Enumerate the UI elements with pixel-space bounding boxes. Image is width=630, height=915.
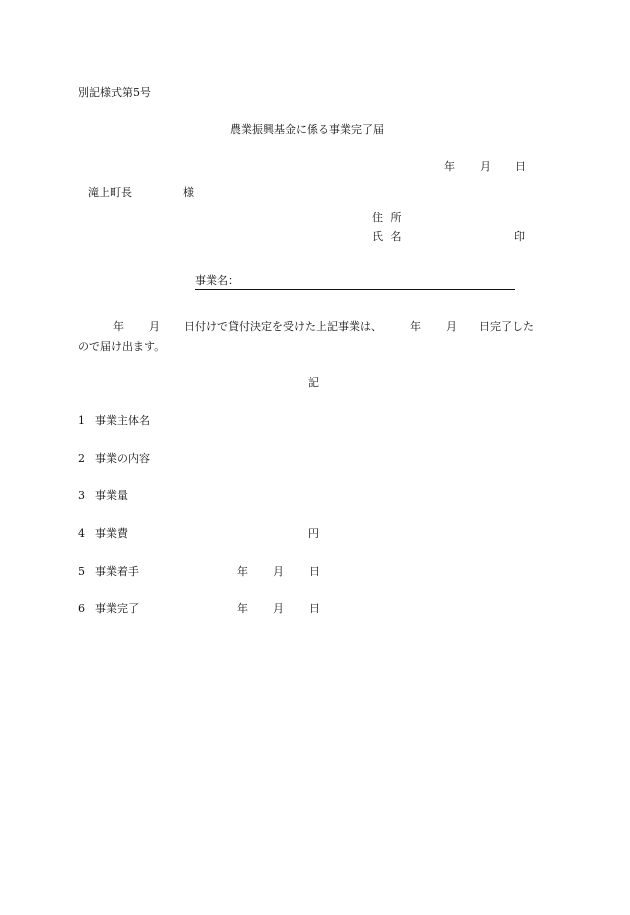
body-line-1 [78, 320, 534, 334]
item-label: 事業費 [95, 527, 128, 540]
item-number: 6 [78, 602, 85, 615]
body-year-2: 年 [410, 320, 421, 333]
address-label: 住 所 [372, 211, 404, 224]
item-label: 事業の内容 [95, 452, 150, 465]
body-text-2: 日完了した [479, 320, 534, 333]
name-label: 氏 名 [372, 230, 404, 243]
body-text-1: 日付けで貸付決定を受けた上記事業は、 [184, 320, 382, 333]
date-day-label: 日 [515, 160, 526, 173]
item-day-label: 日 [309, 602, 320, 615]
form-number: 別記様式第5号 [78, 86, 151, 99]
item-label: 事業完了 [95, 602, 139, 615]
seal-mark: 印 [514, 230, 525, 243]
item-number: 5 [78, 565, 85, 578]
item-year-label: 年 [237, 565, 248, 578]
ki-heading: 記 [308, 376, 319, 389]
project-name-line [195, 274, 515, 290]
date-year-label: 年 [444, 160, 455, 173]
item-month-label: 月 [273, 565, 284, 578]
addressee-honorific: 様 [183, 186, 194, 199]
item-number: 2 [78, 452, 85, 465]
body-year-1: 年 [113, 320, 124, 333]
document-title: 農業振興基金に係る事業完了届 [230, 123, 384, 136]
body-month-2: 月 [446, 320, 457, 333]
item-number: 4 [78, 527, 85, 540]
item-label: 事業量 [95, 489, 128, 502]
item-day-label: 日 [309, 565, 320, 578]
project-name-label: 事業名： [195, 274, 239, 287]
item-month-label: 月 [273, 602, 284, 615]
item-year-label: 年 [237, 602, 248, 615]
date-month-label: 月 [480, 160, 491, 173]
item-number: 3 [78, 489, 85, 502]
body-month-1: 月 [149, 320, 160, 333]
item-label: 事業主体名 [95, 414, 150, 427]
item-number: 1 [78, 414, 85, 427]
item-unit-yen: 円 [308, 527, 319, 540]
body-line-2: ので届け出ます。 [78, 340, 166, 353]
item-label: 事業着手 [95, 565, 139, 578]
addressee-name: 滝上町長 [88, 186, 132, 199]
